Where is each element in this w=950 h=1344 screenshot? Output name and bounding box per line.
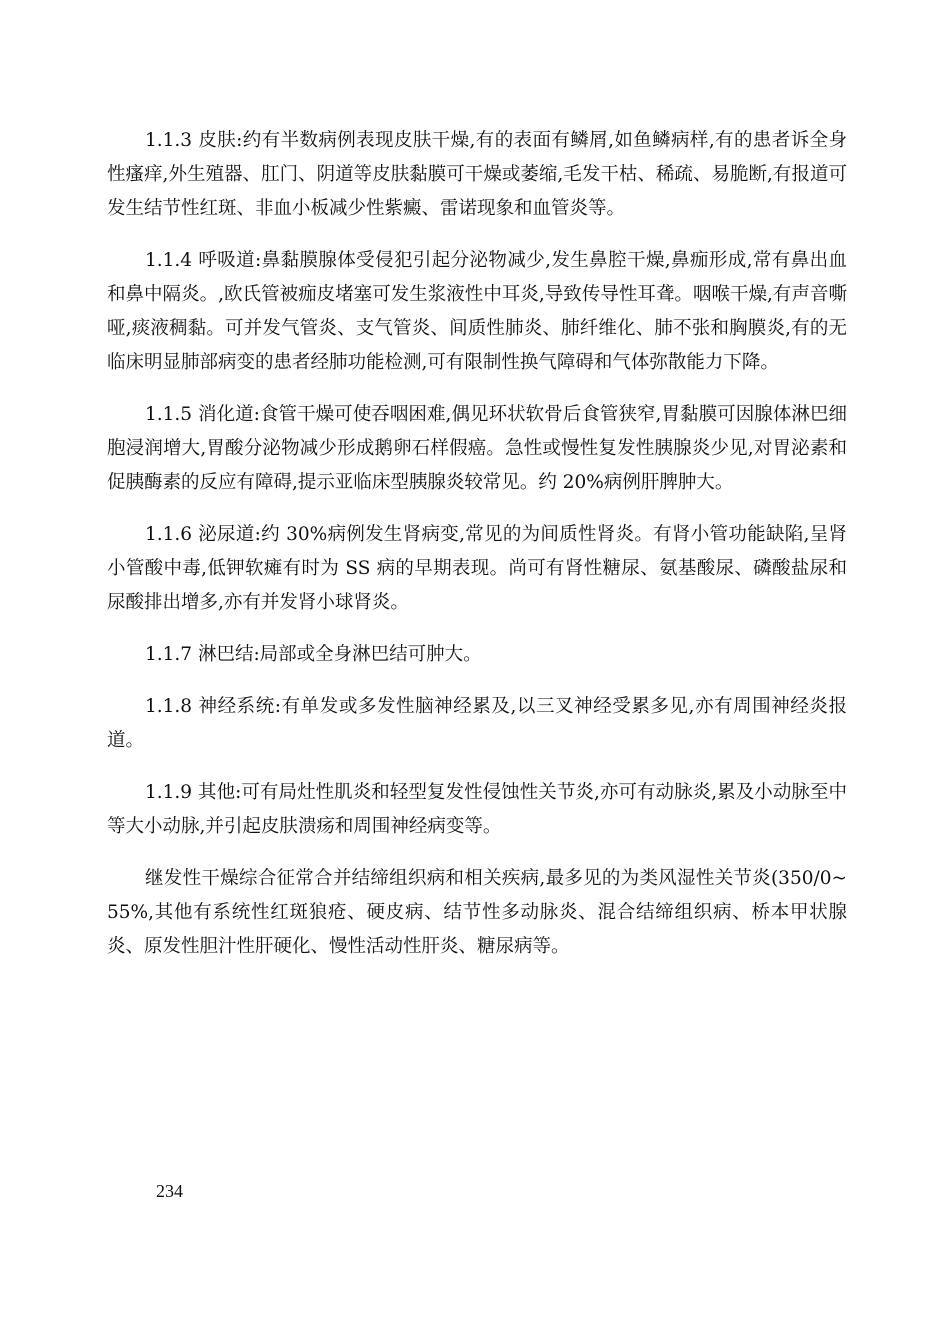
paragraph-nervous-system: 1.1.8 神经系统:有单发或多发性脑神经累及,以三叉神经受累多见,亦有周围神经炎报道。 xyxy=(107,696,847,751)
paragraph-lymph-nodes: 1.1.7 淋巴结:局部或全身淋巴结可肿大。 xyxy=(145,644,482,665)
paragraph-respiratory: 1.1.4 呼吸道:鼻黏膜腺体受侵犯引起分泌物减少,发生鼻腔干燥,鼻痂形成,常有鼻出血和鼻中隔炎。,欧氏管被痂皮堵塞可发生浆液性中耳炎,导致传导性耳聋。咽喉干燥,有声音嘶哑,痰液稠黏。可并发气管炎、支气管炎、间质性肺炎、肺纤维化、肺不张和胸膜炎,有的无临床明显肺部病变的患者经肺功能检测,可有限制性换气障碍和气体弥散能力下降。 xyxy=(107,250,847,373)
document-page xyxy=(107,124,847,982)
paragraph-other: 1.1.9 其他:可有局灶性肌炎和轻型复发性侵蚀性关节炎,亦可有动脉炎,累及小动脉至中等大小动脉,并引起皮肤溃疡和周围神经病变等。 xyxy=(107,782,847,837)
paragraph-secondary-syndrome: 继发性干燥综合征常合并结缔组织病和相关疾病,最多见的为类风湿性关节炎(350/0~55%,其他有系统性红斑狼疮、硬皮病、结节性多动脉炎、混合结缔组织病、桥本甲状腺炎、原发性胆汁性肝硬化、慢性活动性肝炎、糖尿病等。 xyxy=(107,868,847,957)
page-number: 234 xyxy=(156,1181,183,1201)
paragraph-skin: 1.1.3 皮肤:约有半数病例表现皮肤干燥,有的表面有鳞屑,如鱼鳞病样,有的患者诉全身性瘙痒,外生殖器、肛门、阴道等皮肤黏膜可干燥或萎缩,毛发干枯、稀疏、易脆断,有报道可发生结节性红斑、非血小板减少性紫癜、雷诺现象和血管炎等。 xyxy=(107,130,847,219)
paragraph-digestive: 1.1.5 消化道:食管干燥可使吞咽困难,偶见环状软骨后食管狭窄,胃黏膜可因腺体淋巴细胞浸润增大,胃酸分泌物减少形成鹅卵石样假癌。急性或慢性复发性胰腺炎少见,对胃泌素和促胰酶素的反应有障碍,提示亚临床型胰腺炎较常见。约 20%病例肝脾肿大。 xyxy=(107,404,847,493)
paragraph-urinary: 1.1.6 泌尿道:约 30%病例发生肾病变,常见的为间质性肾炎。有肾小管功能缺陷,呈肾小管酸中毒,低钾软瘫有时为 SS 病的早期表现。尚可有肾性糖尿、氨基酸尿、磷酸盐尿和尿酸排出增多,亦有并发肾小球肾炎。 xyxy=(107,524,847,613)
